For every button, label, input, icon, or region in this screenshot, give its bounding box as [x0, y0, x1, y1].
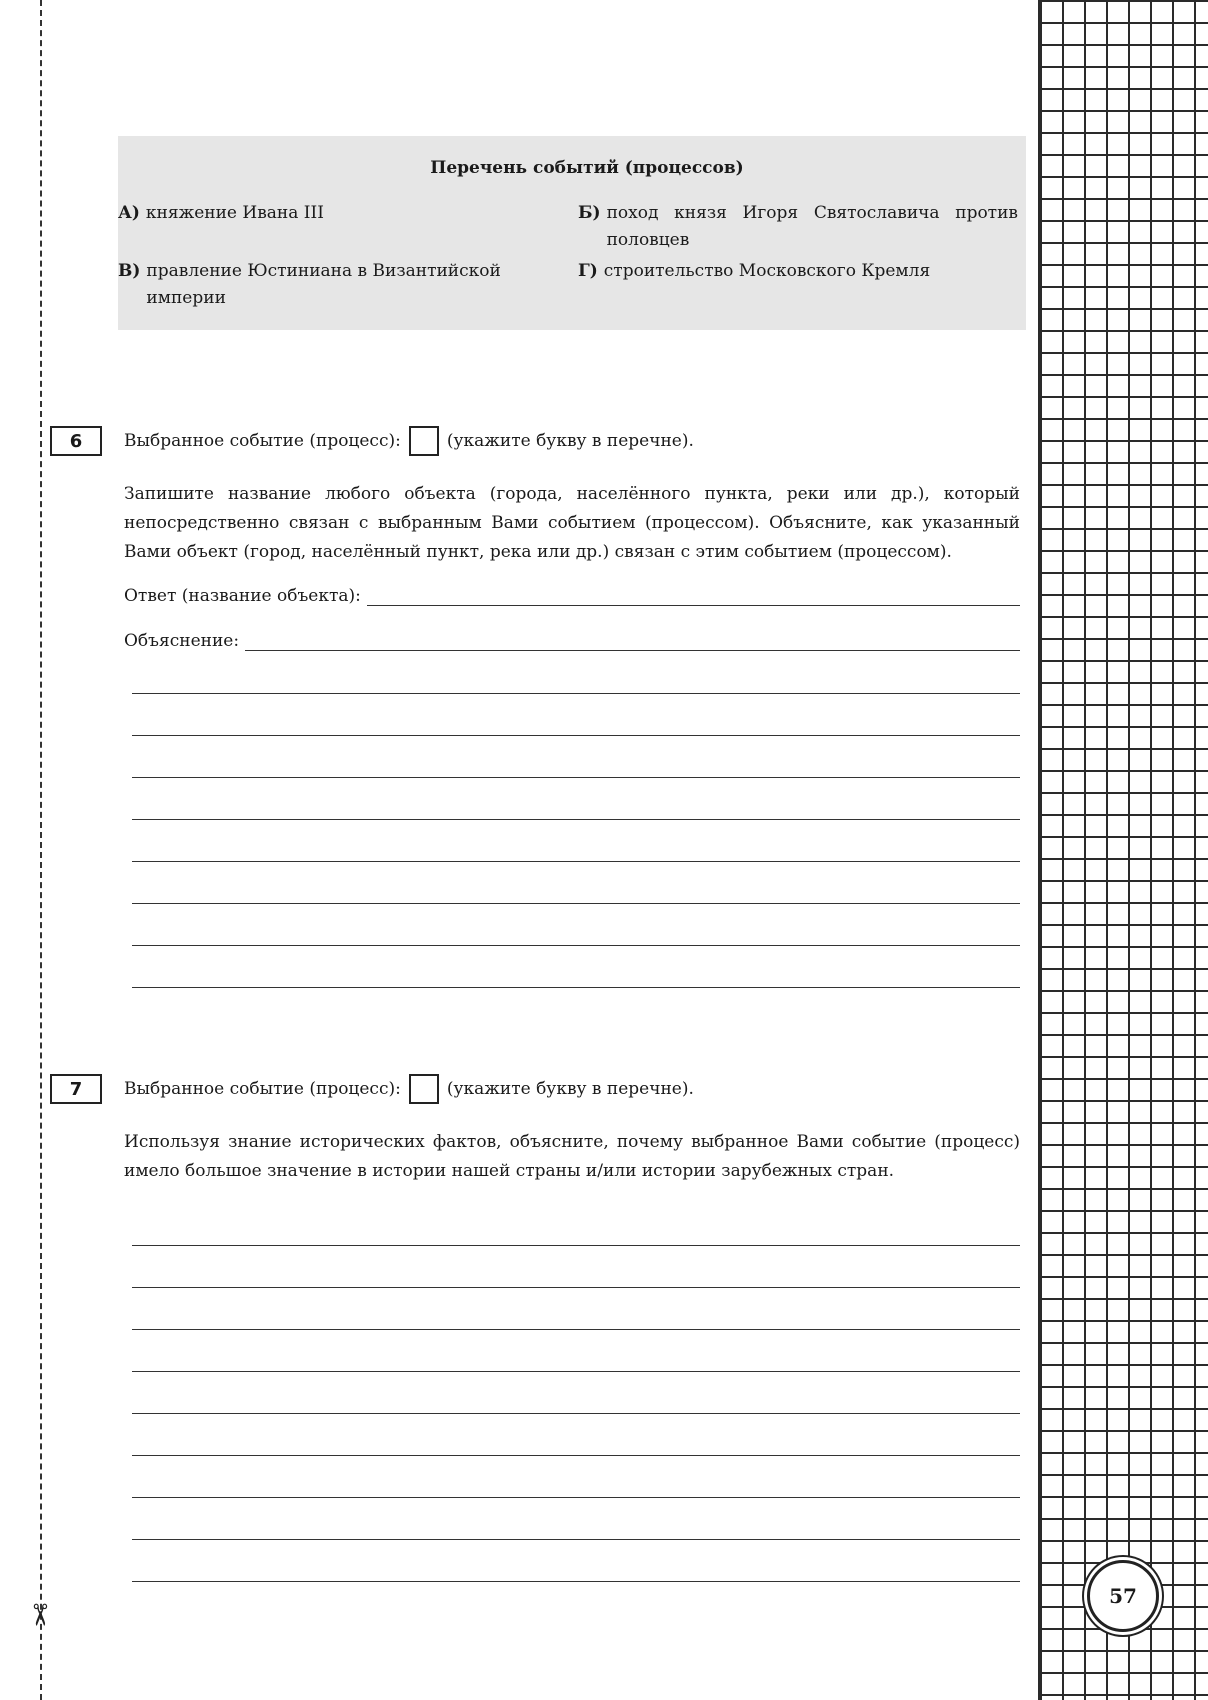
task-7-write-line[interactable]	[132, 1497, 1020, 1498]
task-7-instruction: Используя знание исторических фактов, объясните, почему выбранное Вами событие (процесс) имело большое значение в истории нашей страны и/или истории зарубежных стран.	[124, 1132, 1020, 1181]
task-7-write-line[interactable]	[132, 1371, 1020, 1372]
scissors-icon: ✂	[21, 1602, 57, 1628]
task-6-write-line[interactable]	[132, 819, 1020, 820]
task-7-write-line[interactable]	[132, 1413, 1020, 1414]
chosen-prefix: Выбранное событие (процесс):	[124, 431, 401, 451]
event-letter: В)	[118, 261, 141, 281]
task-7-write-line[interactable]	[132, 1539, 1020, 1540]
task-6-chosen-event	[124, 424, 694, 458]
events-title: Перечень событий (процессов)	[430, 158, 744, 178]
task-6-write-line[interactable]	[132, 693, 1020, 694]
task-6-number: 6	[50, 426, 102, 456]
task-6-write-line[interactable]	[132, 945, 1020, 946]
task-7-write-line[interactable]	[132, 1329, 1020, 1330]
task-6-instruction: Запишите название любого объекта (города, населённого пункта, реки или др.), который непосредственно связан с выбранным Вами событием (процессом). Объясните, как указанный Вами объект (город, населённый пункт, река или др.) связан с этим событием (процессом).	[124, 484, 1020, 562]
task-6-answer-line[interactable]	[124, 585, 1020, 606]
cut-line	[40, 0, 42, 1700]
task-6-write-line[interactable]	[132, 735, 1020, 736]
event-item-a	[118, 200, 498, 227]
event-item-g	[578, 258, 1018, 285]
task-7-letter-box[interactable]	[409, 1074, 439, 1104]
chosen-prefix: Выбранное событие (процесс):	[124, 1079, 401, 1099]
event-text: княжение Ивана III	[145, 203, 324, 223]
event-item-b	[578, 200, 1018, 254]
chosen-suffix: (укажите букву в перечне).	[446, 1079, 694, 1099]
answer-grid	[1038, 0, 1208, 1700]
task-6-write-line[interactable]	[132, 987, 1020, 988]
events-list	[118, 136, 1026, 330]
event-text: строительство Московского Кремля	[603, 261, 931, 281]
page-number: 57	[1087, 1560, 1159, 1632]
event-letter: А)	[118, 203, 140, 223]
task-7-write-line[interactable]	[132, 1581, 1020, 1582]
task-7-number: 7	[50, 1074, 102, 1104]
event-text: поход князя Игоря Святославича против половцев	[606, 203, 1018, 250]
event-item-v	[118, 258, 518, 312]
task-6-write-line[interactable]	[132, 777, 1020, 778]
task-7-write-line[interactable]	[132, 1245, 1020, 1246]
task-7-write-line[interactable]	[132, 1287, 1020, 1288]
event-letter: Г)	[578, 261, 598, 281]
event-text: правление Юстиниана в Византийской империи	[146, 261, 501, 308]
task-7-write-line[interactable]	[132, 1455, 1020, 1456]
task-7-chosen-event	[124, 1072, 694, 1106]
answer-fill[interactable]	[367, 585, 1020, 606]
answer-label: Ответ (название объекта):	[124, 586, 361, 606]
task-6-write-line[interactable]	[132, 861, 1020, 862]
chosen-suffix: (укажите букву в перечне).	[446, 431, 694, 451]
task-6-explanation-line[interactable]	[124, 630, 1020, 651]
explanation-fill[interactable]	[245, 630, 1020, 651]
task-6-letter-box[interactable]	[409, 426, 439, 456]
explanation-label: Объяснение:	[124, 631, 240, 651]
event-letter: Б)	[578, 203, 601, 223]
task-6-write-line[interactable]	[132, 903, 1020, 904]
